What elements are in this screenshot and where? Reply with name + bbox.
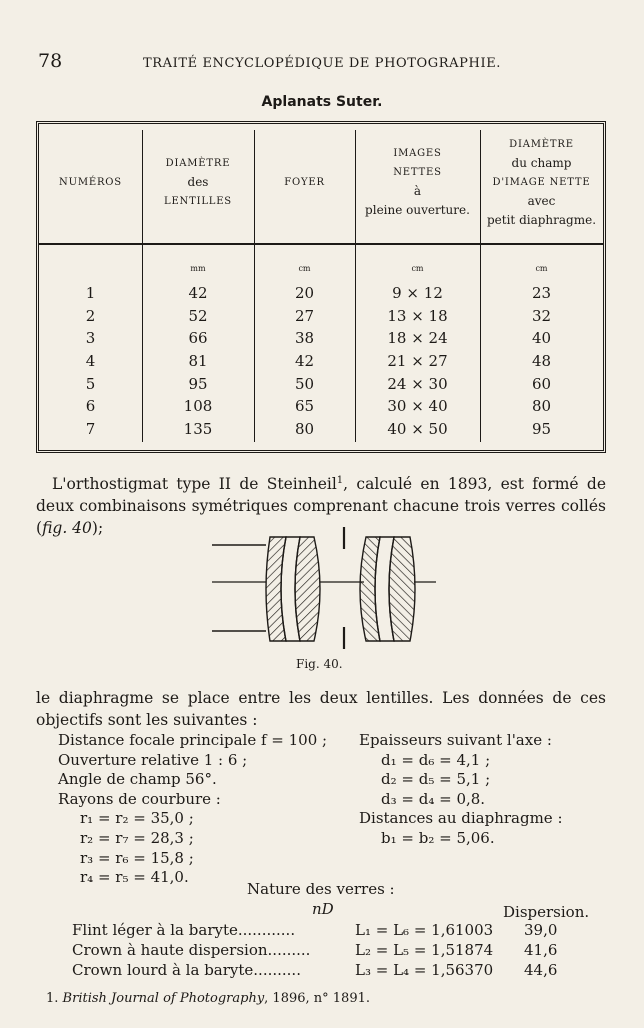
footnote-source: British Journal of Photography [62,991,265,1006]
table-cell: 95 [531,420,552,439]
figure-caption: Fig. 40. [296,657,343,671]
col-images [355,282,480,441]
table-cell: 9 × 12 [392,284,443,302]
unit-label: cm [298,264,311,273]
figure-ref: fig. 40 [42,519,92,538]
glass-name: Crown lourd à la baryte.......... [72,961,301,979]
running-head: TRAITÉ ENCYCLOPÉDIQUE DE PHOTOGRAPHIE. [142,56,502,71]
table-cell: 30 × 40 [387,397,448,416]
data-line: b₁ = b₂ = 5,06. [381,828,495,847]
header-images: IMAGES NETTES à pleine ouverture. [365,148,470,217]
glass-dispersion: 44,6 [524,961,558,979]
table-cell: 80 [294,420,315,439]
footnote: 1. British Journal of Photography, 1896, n° 1891. [46,991,371,1006]
table-cell: 65 [294,397,315,416]
header-champ: DIAMÈTRE du champ D'IMAGE NETTE avec petit diaphragme. [486,138,597,227]
table-cell: 20 [294,284,315,302]
glass-formula: L₂ = L₅ = 1,51874 [355,941,494,959]
paragraph-steinheil: L'orthostigmat type II de Steinheil$^1$, calculé en 1893, est formé de deux combinaisons symétriques comprenant chacune trois verres collés (fig. 40); [36,475,606,538]
nature-title: Nature des verres : [247,880,395,898]
data-line: Distances au diaphragme : [359,809,563,828]
table-cell: 38 [294,329,315,348]
data-list-right [359,731,563,849]
paragraph-diaphragm: le diaphragme se place entre les deux lentilles. Les données de ces objectifs sont les suivantes : [36,689,606,729]
data-line: Distance focale principale f = 100 ; [58,731,328,749]
col-numeros [39,282,142,441]
table-cell: 81 [188,352,208,371]
table-cell: 4 [85,352,96,371]
table-cell: 32 [531,306,552,325]
data-line: Rayons de courbure : [58,789,221,808]
data-line: Epaisseurs suivant l'axe : [359,731,552,749]
data-line: d₃ = d₄ = 0,8. [381,789,486,808]
dispersion-header: Dispersion. [503,903,590,921]
table-title: Aplanats Suter. [261,94,383,110]
table-cell: 42 [294,352,315,371]
data-line: d₁ = d₆ = 4,1 ; [381,750,491,769]
table-cell: 135 [183,420,213,439]
table-cell: 18 × 24 [387,329,448,348]
table-cell: 40 × 50 [387,420,448,439]
glass-formula: L₃ = L₄ = 1,56370 [355,961,494,979]
data-line: r₄ = r₅ = 41,0. [80,868,189,887]
lens-table [36,121,606,453]
data-line: Ouverture relative 1 : 6 ; [58,750,248,769]
table-cell: 23 [531,284,552,302]
table-cell: 13 × 18 [387,306,448,325]
glass-row [72,920,592,940]
table-cell: 60 [531,374,552,393]
table-cell: 50 [294,374,315,393]
unit-label: cm [535,264,548,273]
glass-dispersion: 41,6 [524,941,558,959]
glass-formula: L₁ = L₆ = 1,61003 [355,921,494,939]
table-cell: 42 [188,284,208,302]
table-cell: 6 [85,397,96,416]
table-cell: 66 [188,329,208,348]
table-cell: 24 × 30 [387,374,448,393]
table-cell: 27 [294,306,315,325]
nd-header: nD [312,900,334,918]
col-champ [480,282,603,441]
table-cell: 80 [531,397,552,416]
glass-dispersion: 39,0 [524,921,558,939]
header-diametre: DIAMÈTRE des LENTILLES [164,157,232,207]
table-header-rule [39,243,603,245]
data-line: r₂ = r₇ = 28,3 ; [80,828,194,847]
glass-row [72,960,592,980]
data-line: r₁ = r₂ = 35,0 ; [80,809,194,828]
table-cell: 5 [85,374,96,393]
table-cell: 1 [85,284,96,302]
lens-diagram [210,525,440,655]
col-foyer [254,282,355,441]
table-cell: 3 [85,329,96,348]
table-cell: 40 [531,329,552,348]
footnote-ref: 1 [336,475,344,486]
data-line: Angle de champ 56°. [58,770,217,789]
header-numeros: NUMÉROS [59,176,122,188]
data-line: r₃ = r₆ = 15,8 ; [80,848,194,867]
table-cell: 2 [85,306,96,325]
data-line: d₂ = d₅ = 5,1 ; [381,770,491,789]
table-cell: 108 [183,397,213,416]
col-diametre [142,282,254,441]
table-cell: 7 [85,420,96,439]
table-cell: 52 [188,306,208,325]
unit-label: mm [190,264,206,273]
data-list-left [58,731,327,888]
glass-name: Crown à haute dispersion......... [72,941,311,959]
unit-label: cm [411,264,424,273]
header-foyer: FOYER [284,176,325,188]
glass-name: Flint léger à la baryte............ [72,921,296,939]
page-number: 78 [38,50,63,72]
glass-row [72,940,592,960]
table-cell: 95 [188,374,208,393]
table-cell: 21 × 27 [387,352,448,371]
table-cell: 48 [531,352,552,371]
